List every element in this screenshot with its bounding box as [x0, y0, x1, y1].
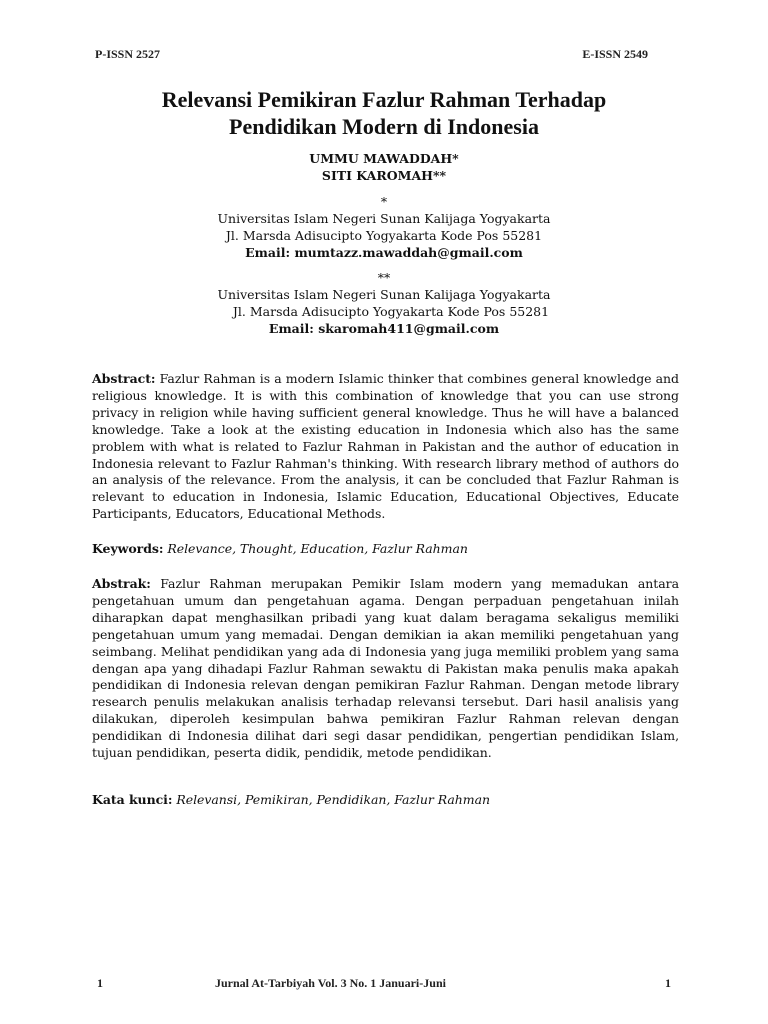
title-line-2: Pendidikan Modern di Indonesia: [229, 114, 539, 139]
header-issn-right: E-ISSN 2549: [582, 47, 648, 61]
title-line-1: Relevansi Pemikiran Fazlur Rahman Terhadap: [161, 87, 607, 112]
paper-title: [90, 86, 678, 140]
affiliation-mark: **: [377, 270, 391, 285]
abstract-label: Abstract:: [92, 371, 156, 386]
affiliation-institution: Universitas Islam Negeri Sunan Kalijaga Yogyakarta: [217, 287, 551, 302]
abstract-english: [92, 371, 679, 523]
footer-page-number-left: 1: [97, 976, 103, 990]
affiliation-block: [90, 193, 678, 261]
affiliation-address: Jl. Marsda Adisucipto Yogyakarta Kode Pos 55281: [225, 228, 543, 243]
author-name: UMMU MAWADDAH*: [309, 151, 459, 166]
kata-kunci-text: Relevansi, Pemikiran, Pendidikan, Fazlur Rahman: [172, 792, 490, 807]
affiliation-mark: *: [380, 194, 388, 209]
affiliation-block: [90, 269, 678, 337]
abstract-text: Fazlur Rahman is a modern Islamic thinker that combines general knowledge and religious knowledge. It is with this combination of knowledge that you can use strong privacy in religion while having sufficient general knowledge. Thus he will have a balanced knowledge. Take a look at the existing education in Indonesia which also has the same problem with what is related to Fazlur Rahman in Pakistan and the author of education in Indonesia relevant to Fazlur Rahman's thinking. With research library method of authors do an analysis of the relevance. From the analysis, it can be concluded that Fazlur Rahman is relevant to education in Indonesia, Islamic Education, Educational Objectives, Educate Participants, Educators, Educational Methods.: [92, 371, 679, 522]
affiliation-email: Email: mumtazz.mawaddah@gmail.com: [245, 245, 523, 260]
abstract-indonesian: [92, 576, 679, 762]
footer-page-number-right: 1: [665, 976, 671, 990]
header-issn-left: P-ISSN 2527: [95, 47, 161, 61]
footer-running-head: Jurnal At-Tarbiyah Vol. 3 No. 1 Januari-Juni: [215, 976, 446, 990]
affiliation-address: Jl. Marsda Adisucipto Yogyakarta Kode Pos 55281: [232, 304, 550, 319]
kata-kunci-label: Kata kunci:: [92, 792, 173, 807]
affiliation-institution: Universitas Islam Negeri Sunan Kalijaga Yogyakarta: [217, 211, 551, 226]
abstrak-label: Abstrak:: [92, 576, 151, 591]
keywords-text: Relevance, Thought, Education, Fazlur Rahman: [163, 541, 468, 556]
abstrak-text: Fazlur Rahman merupakan Pemikir Islam modern yang memadukan antara pengetahuan umum dan pengetahuan agama. Dengan perpaduan pengetahuan inilah diharapkan dapat menghasilkan pribadi yang kuat dalam beragama sekaligus memiliki pengetahuan umum yang memadai. Dengan demikian ia akan memiliki pengetahuan yang seimbang. Melihat pendidikan yang ada di Indonesia yang juga memiliki problem yang sama dengan apa yang dihadapi Fazlur Rahman sewaktu di Pakistan maka penulis maka apakah pendidikan di Indonesia relevan dengan pemikiran Fazlur Rahman. Dengan metode library research penulis melakukan analisis terhadap relevansi tersebut. Dari hasil analisis yang dilakukan, diperoleh kesimpulan bahwa pemikiran Fazlur Rahman relevan dengan pendidikan di Indonesia dilihat dari segi dasar pendidikan, pengertian pendidikan Islam, tujuan pendidikan, peserta didik, pendidik, metode pendidikan.: [92, 576, 679, 761]
author-list: [90, 150, 678, 184]
author-name: SITI KAROMAH**: [321, 168, 447, 183]
affiliation-email: Email: skaromah411@gmail.com: [268, 321, 500, 336]
keywords-english: [92, 541, 679, 558]
keywords-label: Keywords:: [92, 541, 164, 556]
keywords-indonesian: [92, 792, 679, 809]
